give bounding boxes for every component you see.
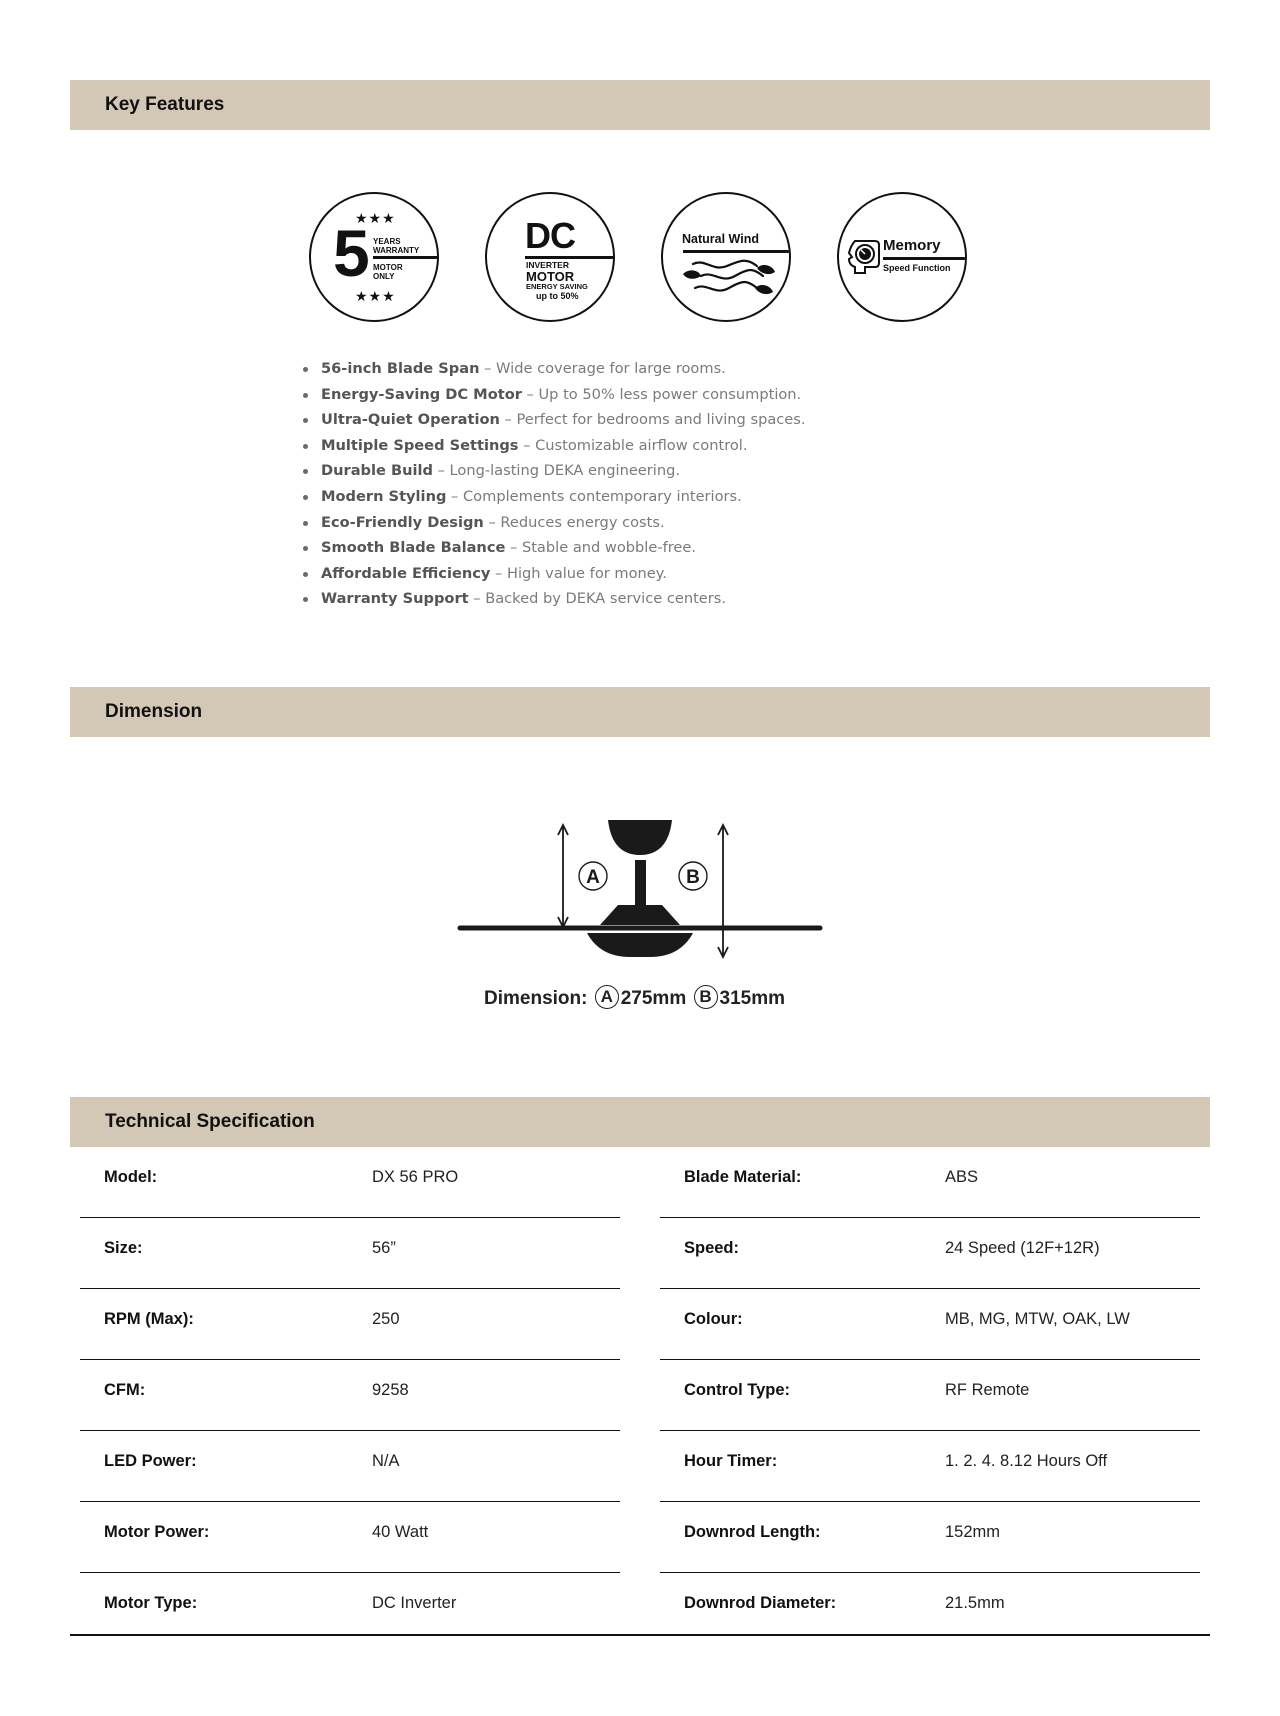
spec-label: CFM: <box>104 1381 146 1399</box>
feature-title: Energy-Saving DC Motor <box>321 385 522 403</box>
motor-housing-bottom <box>587 933 693 957</box>
spec-row <box>660 1502 1200 1573</box>
spec-label: Downrod Length: <box>684 1523 821 1541</box>
memory-title: Memory <box>883 237 941 254</box>
feature-description: – High value for money. <box>490 564 667 582</box>
badge-divider <box>373 256 437 259</box>
feature-title: Ultra-Quiet Operation <box>321 411 500 429</box>
spec-label: LED Power: <box>104 1452 197 1470</box>
canopy <box>608 820 672 855</box>
feature-title: Multiple Speed Settings <box>321 436 519 454</box>
arrow-a-icon <box>558 825 568 927</box>
feature-title: Eco-Friendly Design <box>321 513 484 531</box>
dc-line-2: MOTOR <box>526 269 575 284</box>
feature-description: – Reduces energy costs. <box>483 513 665 531</box>
feature-badges <box>309 192 989 326</box>
spec-label: Blade Material: <box>684 1168 802 1186</box>
feature-title: Modern Styling <box>321 487 447 505</box>
downrod <box>635 860 646 905</box>
warranty-text-top <box>373 237 419 255</box>
warranty-years-number: 5 <box>333 216 368 290</box>
feature-list <box>300 356 806 612</box>
warranty-line-1: YEARS <box>373 237 401 246</box>
spec-label: Motor Type: <box>104 1594 198 1612</box>
dimension-title: Dimension <box>105 701 203 722</box>
dc-motor-badge-icon <box>485 192 615 322</box>
dimension-value-a: 275mm <box>620 988 687 1010</box>
key-features-header <box>70 80 1210 130</box>
stars-icon: ★★★ <box>355 210 396 226</box>
feature-description: – Perfect for bedrooms and living spaces. <box>499 411 806 429</box>
feature-title: Affordable Efficiency <box>321 564 491 582</box>
spec-value: DC Inverter <box>372 1594 457 1612</box>
spec-value: 250 <box>372 1310 400 1328</box>
memory-subtitle: Speed Function <box>883 263 951 273</box>
dimension-value-b: 315mm <box>719 988 786 1010</box>
dc-line-3: ENERGY SAVING <box>526 282 588 291</box>
badge-divider <box>683 250 789 253</box>
spec-label: Hour Timer: <box>684 1452 778 1470</box>
dimension-caption-prefix: Dimension: <box>484 988 588 1010</box>
spec-value: RF Remote <box>945 1381 1030 1399</box>
feature-description: – Customizable airflow control. <box>518 436 748 454</box>
natural-wind-badge-icon <box>661 192 791 322</box>
feature-item <box>300 561 806 587</box>
memory-function-badge-icon <box>837 192 967 322</box>
technical-spec-header <box>70 1097 1210 1147</box>
spec-value: N/A <box>372 1452 400 1470</box>
spec-row <box>80 1502 620 1573</box>
feature-title: Smooth Blade Balance <box>321 539 506 557</box>
stars-icon: ★★★ <box>355 288 396 304</box>
dc-line-4: up to 50% <box>536 291 579 301</box>
spec-value: 9258 <box>372 1381 409 1399</box>
warranty-line-3: MOTOR <box>373 263 403 272</box>
feature-description: – Up to 50% less power consumption. <box>521 385 802 403</box>
spec-value: 21.5mm <box>945 1594 1005 1612</box>
feature-item <box>300 382 806 408</box>
spec-label: Colour: <box>684 1310 743 1328</box>
spec-label: Motor Power: <box>104 1523 210 1541</box>
spec-table-bottom-rule <box>70 1634 1210 1636</box>
caption-label-a: A <box>595 985 619 1009</box>
dimension-header <box>70 687 1210 737</box>
feature-description: – Wide coverage for large rooms. <box>479 360 726 377</box>
motor-housing-top <box>600 905 680 925</box>
dc-title: DC <box>525 215 575 256</box>
dimension-caption <box>484 987 785 1011</box>
spec-row <box>80 1431 620 1502</box>
badge-divider <box>883 257 965 260</box>
spec-row <box>80 1289 620 1360</box>
caption-label-b: B <box>694 985 718 1009</box>
spec-value: DX 56 PRO <box>372 1168 459 1186</box>
key-features-title: Key Features <box>105 94 225 115</box>
feature-title: Durable Build <box>321 462 433 480</box>
feature-item <box>300 458 806 484</box>
spec-row <box>660 1218 1200 1289</box>
feature-title: 56-inch Blade Span <box>321 360 480 377</box>
feature-item <box>300 356 806 382</box>
spec-row <box>80 1147 620 1218</box>
warranty-badge-icon <box>309 192 439 322</box>
feature-item <box>300 433 806 459</box>
feature-description: – Stable and wobble-free. <box>505 539 697 557</box>
spec-row <box>660 1147 1200 1218</box>
spec-row <box>660 1431 1200 1502</box>
spec-row <box>80 1360 620 1431</box>
feature-item <box>300 407 806 433</box>
feature-title: Warranty Support <box>321 590 469 608</box>
spec-label: Control Type: <box>684 1381 791 1399</box>
arrow-b-icon <box>718 825 728 957</box>
label-b: B <box>686 867 700 888</box>
spec-label: RPM (Max): <box>104 1310 194 1328</box>
feature-description: – Complements contemporary interiors. <box>446 487 742 505</box>
technical-spec-title: Technical Specification <box>105 1111 315 1132</box>
dc-line-1: INVERTER <box>526 260 569 270</box>
feature-item <box>300 484 806 510</box>
spec-row <box>660 1360 1200 1431</box>
head-dial-icon <box>847 239 881 275</box>
spec-value: 56” <box>372 1239 396 1257</box>
spec-label: Model: <box>104 1168 158 1186</box>
natural-wind-title: Natural Wind <box>682 232 759 246</box>
spec-label: Size: <box>104 1239 143 1257</box>
feature-description: – Backed by DEKA service centers. <box>468 590 727 608</box>
label-a: A <box>586 867 600 888</box>
badge-divider <box>525 256 613 259</box>
fan-dimension-diagram <box>450 805 830 975</box>
spec-label: Speed: <box>684 1239 740 1257</box>
spec-row <box>80 1218 620 1289</box>
spec-value: 40 Watt <box>372 1523 429 1541</box>
spec-value: 152mm <box>945 1523 1001 1541</box>
spec-label: Downrod Diameter: <box>684 1594 837 1612</box>
warranty-line-4: ONLY <box>373 272 395 281</box>
spec-value: MB, MG, MTW, OAK, LW <box>945 1310 1130 1328</box>
feature-item <box>300 586 806 612</box>
warranty-line-2: WARRANTY <box>373 246 420 255</box>
spec-value: ABS <box>945 1168 979 1186</box>
wind-leaves-icon <box>681 256 777 302</box>
feature-item <box>300 510 806 536</box>
feature-description: – Long-lasting DEKA engineering. <box>432 462 680 480</box>
spec-row <box>660 1289 1200 1360</box>
warranty-text-bottom <box>373 263 403 281</box>
spec-value: 1. 2. 4. 8.12 Hours Off <box>945 1452 1108 1470</box>
feature-item <box>300 535 806 561</box>
spec-value: 24 Speed (12F+12R) <box>945 1239 1100 1257</box>
